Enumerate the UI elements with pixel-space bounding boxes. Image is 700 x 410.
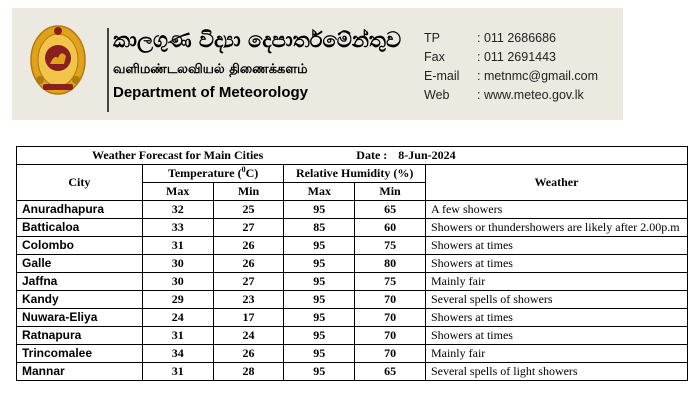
weather-description: A few showers xyxy=(425,201,687,219)
sri-lanka-emblem-icon xyxy=(28,20,88,104)
humidity-max: 95 xyxy=(284,273,355,291)
table-row xyxy=(17,327,688,345)
weather-description: Mainly fair xyxy=(425,273,687,291)
letterhead xyxy=(12,8,623,120)
temp-min: 26 xyxy=(213,255,284,273)
humidity-max: 95 xyxy=(284,291,355,309)
temp-max: 34 xyxy=(142,345,213,363)
temp-min-header: Min xyxy=(213,183,284,201)
temp-min: 17 xyxy=(213,309,284,327)
contact-row-fax xyxy=(424,47,598,66)
contact-row-phone xyxy=(424,28,598,47)
weather-header: Weather xyxy=(425,165,687,201)
temp-min: 28 xyxy=(213,363,284,381)
humidity-max: 95 xyxy=(284,255,355,273)
city-header: City xyxy=(17,165,143,201)
header-divider xyxy=(107,28,109,112)
humidity-min: 70 xyxy=(355,345,426,363)
city-name: Anuradhapura xyxy=(17,201,143,219)
temp-min: 27 xyxy=(213,273,284,291)
humidity-max: 85 xyxy=(284,219,355,237)
table-row xyxy=(17,345,688,363)
forecast-rows xyxy=(17,201,688,381)
temp-max: 32 xyxy=(142,201,213,219)
humidity-max-header: Max xyxy=(284,183,355,201)
city-name: Trincomalee xyxy=(17,345,143,363)
humidity-min: 80 xyxy=(355,255,426,273)
humidity-max: 95 xyxy=(284,345,355,363)
city-name: Batticaloa xyxy=(17,219,143,237)
forecast-date: 8-Jun-2024 xyxy=(398,148,456,162)
temp-max: 31 xyxy=(142,327,213,345)
city-name: Colombo xyxy=(17,237,143,255)
humidity-min: 65 xyxy=(355,363,426,381)
contact-label: Web xyxy=(424,87,450,102)
temp-min: 23 xyxy=(213,291,284,309)
temp-max: 33 xyxy=(142,219,213,237)
header-row xyxy=(17,165,688,183)
weather-description: Mainly fair xyxy=(425,345,687,363)
humidity-min: 75 xyxy=(355,237,426,255)
table-row xyxy=(17,309,688,327)
temp-max: 24 xyxy=(142,309,213,327)
weather-description: Showers at times xyxy=(425,327,687,345)
temp-min: 25 xyxy=(213,201,284,219)
weather-description: Showers at times xyxy=(425,237,687,255)
department-name-english: Department of Meteorology xyxy=(113,84,309,101)
humidity-min: 70 xyxy=(355,309,426,327)
city-name: Jaffna xyxy=(17,273,143,291)
weather-description: Showers at times xyxy=(425,309,687,327)
contact-label: TP xyxy=(424,30,440,45)
temp-min: 26 xyxy=(213,237,284,255)
temperature-header xyxy=(142,165,284,183)
humidity-min-header: Min xyxy=(355,183,426,201)
contact-info xyxy=(424,28,598,104)
table-row xyxy=(17,273,688,291)
temperature-header-prefix: Temperature ( xyxy=(167,166,242,180)
table-row xyxy=(17,201,688,219)
humidity-header: Relative Humidity (%) xyxy=(284,165,426,183)
contact-row-web xyxy=(424,85,598,104)
humidity-min: 65 xyxy=(355,201,426,219)
weather-description: Showers at times xyxy=(425,255,687,273)
temp-max-header: Max xyxy=(142,183,213,201)
fax-number: : 011 2691443 xyxy=(477,49,557,64)
date-label: Date : xyxy=(356,148,388,162)
temp-min: 24 xyxy=(213,327,284,345)
city-name: Nuwara-Eliya xyxy=(17,309,143,327)
humidity-max: 95 xyxy=(284,201,355,219)
city-name: Galle xyxy=(17,255,143,273)
table-row xyxy=(17,237,688,255)
degree-sup: 0 xyxy=(241,165,246,174)
temp-max: 30 xyxy=(142,255,213,273)
temp-max: 29 xyxy=(142,291,213,309)
forecast-title: Weather Forecast for Main Cities xyxy=(92,148,264,162)
phone-number[interactable]: : 011 2686686 xyxy=(477,30,557,45)
table-row xyxy=(17,255,688,273)
temp-max: 31 xyxy=(142,363,213,381)
temp-min: 27 xyxy=(213,219,284,237)
city-name: Ratnapura xyxy=(17,327,143,345)
contact-row-email xyxy=(424,66,598,85)
temperature-header-suffix: C) xyxy=(245,166,259,180)
humidity-min: 70 xyxy=(355,291,426,309)
temp-min: 26 xyxy=(213,345,284,363)
humidity-max: 95 xyxy=(284,309,355,327)
city-name: Kandy xyxy=(17,291,143,309)
forecast-table xyxy=(16,146,688,381)
department-name-sinhala: කාලගුණ විද්‍යා දෙපාර්තමේන්තුව xyxy=(113,28,402,52)
email-link[interactable]: : metnmc@gmail.com xyxy=(477,68,599,83)
forecast-title-cell xyxy=(17,147,688,165)
table-row xyxy=(17,291,688,309)
weather-description: Showers or thundershowers are likely after 2.00p.m xyxy=(425,219,687,237)
city-name: Mannar xyxy=(17,363,143,381)
weather-description: Several spells of light showers xyxy=(425,363,687,381)
website-link[interactable]: : www.meteo.gov.lk xyxy=(477,87,584,102)
humidity-max: 95 xyxy=(284,237,355,255)
temp-max: 31 xyxy=(142,237,213,255)
contact-label: Fax xyxy=(424,49,445,64)
table-row xyxy=(17,363,688,381)
temp-max: 30 xyxy=(142,273,213,291)
weather-description: Several spells of showers xyxy=(425,291,687,309)
department-name-tamil: வளிமண்டலவியல் திணைக்களம் xyxy=(113,62,308,77)
forecast-title-row xyxy=(17,147,688,165)
humidity-max: 95 xyxy=(284,363,355,381)
contact-label: E-mail xyxy=(424,68,460,83)
humidity-min: 60 xyxy=(355,219,426,237)
humidity-min: 75 xyxy=(355,273,426,291)
humidity-min: 70 xyxy=(355,327,426,345)
table-row xyxy=(17,219,688,237)
humidity-max: 95 xyxy=(284,327,355,345)
